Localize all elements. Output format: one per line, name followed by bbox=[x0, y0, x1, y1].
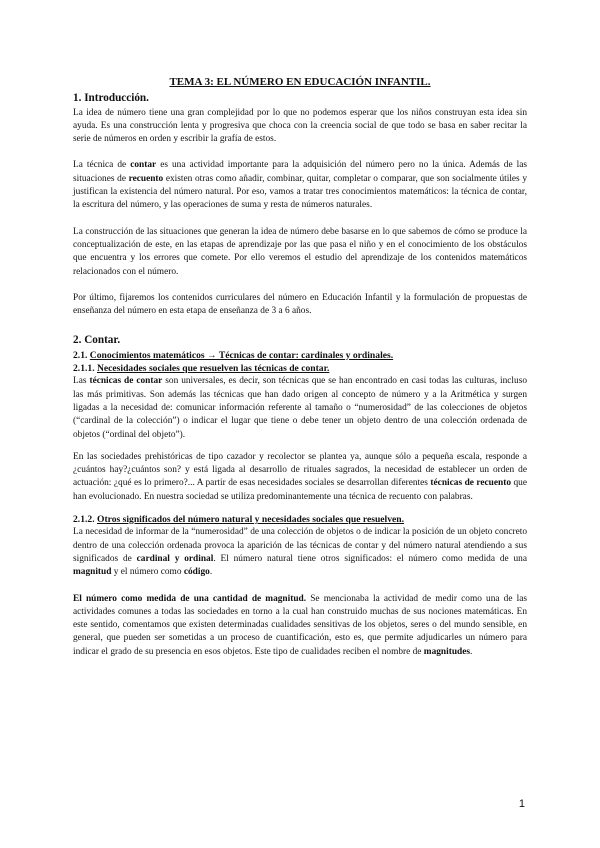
paragraph-intro-3: La construcción de las situaciones que generan la idea de número debe basarse en lo que sabemos de cómo se produce la conceptualización de este, en las etapas de aprendizaje por las que pasa el niño y en el conocimiento de los obstáculos que encuentra y los errores que comete. Por ello veremos el estudio del aprendizaje de los contenidos matemáticos relacionados con el número. bbox=[73, 226, 527, 277]
section-heading-contar: 2. Contar. bbox=[73, 334, 121, 347]
paragraph-otros-significados: La necesidad de informar de la “numerosidad” de una colección de objetos o de indicar la posición de un objeto concreto dentro de una colección ordenada provoca la aparición de las técnicas de contar y del número natural atendiendo a sus significados de cardinal y ordinal. El número natural tiene otros significados: el número como medida de una magnitud y el número como código. bbox=[73, 527, 527, 578]
paragraph-intro-1: La idea de número tiene una gran complejidad por lo que no podemos esperar que los niños construyan esta idea sin ayuda. Es una construcción lenta y progresiva que choca con la creencia social de que todo se basa en saber recitar la serie de números en orden y escribir la grafía de estos. bbox=[73, 107, 527, 145]
paragraph-sociedades-prehistoricas: En las sociedades prehistóricas de tipo cazador y recolector se plantea ya, aunque sólo a pequeña escala, responde a ¿cuántos hay?¿cuántos son? y está ligada al desarrollo de rituales sagrados, la necesidad de establecer un orden de actuación: ¿qué es lo primero?... A partir de esas necesidades sociales se desarrollan diferentes técnicas de recuento que han evolucionado. En nuestra sociedad se utiliza predominantemente una técnica de recuento con palabras. bbox=[73, 451, 528, 502]
subsection-heading-2-1: 2.1. Conocimientos matemáticos → Técnicas de contar: cardinales y ordinales. bbox=[73, 349, 394, 361]
page-content bbox=[73, 76, 527, 659]
paragraph-intro-4: Por último, fijaremos los contenidos curriculares del número en Educación Infantil y la formulación de propuestas de enseñanza del número en esta etapa de enseñanza de 3 a 6 años. bbox=[73, 292, 527, 317]
paragraph-intro-2: La técnica de contar es una actividad importante para la adquisición del número pero no la única. Además de las situaciones de recuento existen otras como añadir, combinar, quitar, completar o comparar, que son socialmente útiles y justifican la existencia del número natural. Por eso, vamos a tratar tres conocimientos matemáticos: la técnica de contar, la escritura del número, y las operaciones de suma y resta de números naturales. bbox=[73, 160, 527, 211]
page-number: 1 bbox=[518, 798, 525, 810]
paragraph-tecnicas-contar: Las técnicas de contar son universales, es decir, son técnicas que se han encontrado en casi todas las culturas, incluso las más primitivas. Son además las técnicas que han dado origen al concepto de número y a la Aritmética y surgen ligadas a la necesidad de: comunicar información referente al tamaño o “numerosidad” de las colecciones de objetos (“cardinal de la colección”) o indicar el lugar que tiene o debe tener un objeto dentro de una colección ordenada de objetos (“ordinal del objeto”). bbox=[73, 376, 528, 440]
paragraph-medida-magnitud: El número como medida de una cantidad de magnitud. Se mencionaba la actividad de medir como una de las actividades comunes a todas las sociedades en torno a la cual han construido muchas de sus nociones matemáticas. En este sentido, comentamos que existen determinadas cualidades sensitivas de los objetos, seres o del mundo sensible, en general, que pueden ser sometidas a un proceso de cuantificación, esto es, que permite adjudicarles un número para indicar el grado de su presencia en esos objetos. Este tipo de cualidades reciben el nombre de magnitudes. bbox=[73, 593, 527, 657]
section-heading-introduccion: 1. Introducción. bbox=[73, 92, 149, 105]
document-title: TEMA 3: EL NÚMERO EN EDUCACIÓN INFANTIL. bbox=[169, 76, 431, 88]
subsection-heading-2-1-1: 2.1.1. Necesidades sociales que resuelven las técnicas de contar. bbox=[73, 363, 330, 375]
subsection-heading-2-1-2: 2.1.2. Otros significados del número natural y necesidades sociales que resuelven. bbox=[73, 514, 404, 526]
